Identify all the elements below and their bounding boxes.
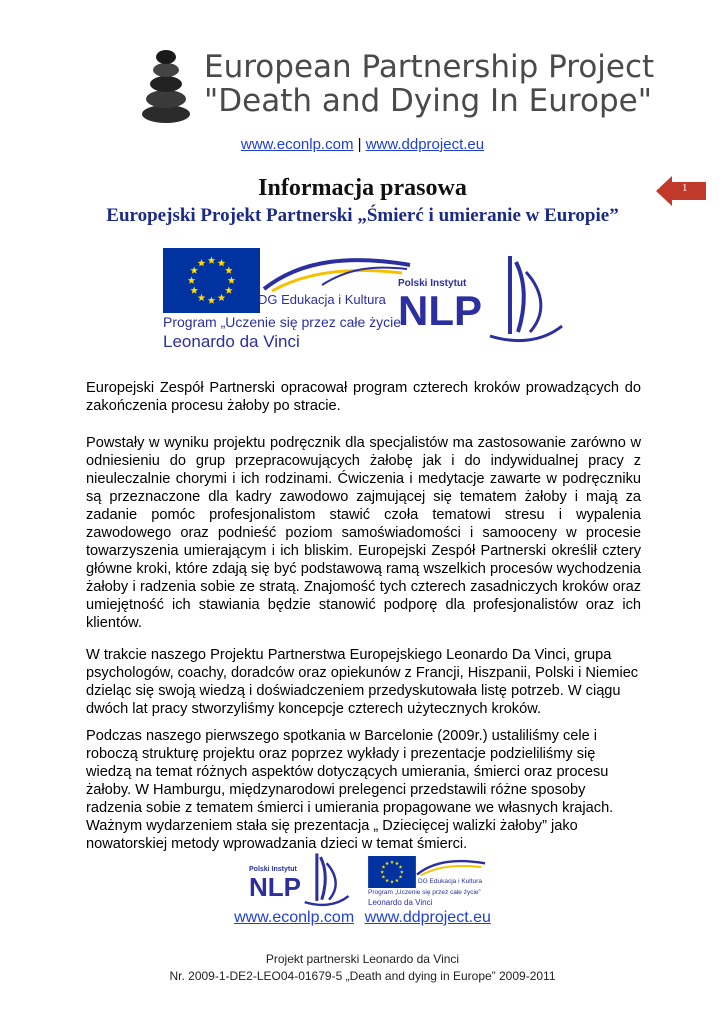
footer-line-2: Nr. 2009-1-DE2-LEO04-01679-5 „Death and dying in Europe” 2009-2011: [169, 969, 556, 983]
paragraph-1: Europejski Zespół Partnerski opracował program czterech kroków prowadzących do zakończenia procesu żałoby po stracie.: [86, 380, 641, 414]
project-title-line1: European Partnership Project: [204, 49, 655, 85]
page-subtitle: Europejski Projekt Partnerski „Śmierć i umieranie w Europie”: [106, 205, 619, 226]
bottom-leonardo-label: Leonardo da Vinci: [368, 898, 433, 907]
paragraph-4: Podczas naszego pierwszego spotkania w Barcelonie (2009r.) ustaliliśmy cele i roboczą strukturę projektu oraz poprzez wykłady i prezentacje podzieliliśmy się wiedzą na temat różnych aspektów dotyczących umierania, śmierci oraz procesu żałoby. W Hamburgu, międzynarodowi prelegenci przedstawili różne sposoby radzenia sobie z tematem śmierci i umierania propagowane we własnych krajach. Ważnym wydarzeniem stała się prezentacja „ Dziecięcej walizki żałoby” jako nowatorskiej metody wprowadzania dzieci w temat śmierci.: [86, 728, 614, 852]
page-title: Informacja prasowa: [258, 175, 467, 201]
bottom-institute-label: Polski Instytut: [249, 866, 297, 873]
stacked-stones-icon: [140, 44, 192, 124]
bottom-nlp-sail-logo: [302, 851, 350, 907]
bottom-eu-flag-logo: [368, 856, 416, 888]
bottom-nlp-label: NLP: [249, 872, 301, 902]
program-label: Program „Uczenie się przez całe życie”: [163, 314, 406, 330]
bottom-dg-swoosh-logo: [416, 858, 486, 878]
footer-line-1: Projekt partnerski Leonardo da Vinci: [265, 952, 460, 966]
bottom-links: [0, 909, 725, 927]
top-links: [0, 136, 725, 153]
bottom-link-ddproject[interactable]: www.ddproject.eu: [364, 909, 491, 926]
link-econlp[interactable]: www.econlp.com: [240, 136, 354, 153]
paragraph-3: W trakcie naszego Projektu Partnerstwa Europejskiego Leonardo Da Vinci, grupa psychologów, coachy, doradców oraz opiekunów z Francji, Hiszpanii, Polski i Niemiec dzieląc się swoją wiedzą i doświadczeniem przedyskutowała listę potrzeb. W ciągu dwóch lat pracy stworzyliśmy koncepcje czterech użytecznych kroków.: [86, 647, 639, 717]
institute-label: Polski Instytut: [398, 278, 467, 289]
bottom-program-label: Program „Uczenie się przez całe życie”: [368, 889, 481, 896]
dg-swoosh-logo: [262, 255, 412, 295]
bottom-dg-label: DG Edukacja i Kultura: [418, 878, 482, 885]
bottom-link-econlp[interactable]: www.econlp.com: [234, 909, 355, 926]
dg-label: DG Edukacja i Kultura: [258, 292, 386, 307]
link-ddproject[interactable]: www.ddproject.eu: [365, 136, 485, 153]
project-title: [204, 50, 654, 118]
project-title-line2: "Death and Dying In Europe": [204, 83, 652, 119]
link-separator: |: [357, 136, 362, 153]
page-number: 1: [682, 182, 688, 194]
eu-flag-logo: [163, 248, 260, 313]
nlp-label: NLP: [398, 287, 482, 334]
nlp-sail-logo: [486, 252, 564, 344]
paragraph-2: Powstały w wyniku projektu podręcznik dla specjalistów ma zastosowanie zarówno w odniesieniu do grup przepracowujących żałobę jak i do indywidualnej pracy z nieuleczalnie chorymi i ich rodzinami. Ćwiczenia i medytacje zawarte w podręczniku są przeznaczone dla kadry zawodowo zajmującej się tematem żałoby i mają za zadanie pomóc profesjonalistom stawić czoła tematowi stresu i wypalenia zawodowego oraz podnieść poziom samoświadomości i samooceny w procesie towarzyszenia umierającym i ich bliskim. Europejski Zespół Partnerski określił cztery główne kroki, które zdają się być podstawową ramą wszelkich procesów wychodzenia żałoby i radzenia sobie ze stratą. Znajomość tych czterech zasadniczych kroków oraz umiejętność ich stawiania będzie stanowić podporę dla profesjonalistów oraz ich klientów.: [86, 435, 641, 631]
leonardo-label: Leonardo da Vinci: [163, 332, 300, 351]
